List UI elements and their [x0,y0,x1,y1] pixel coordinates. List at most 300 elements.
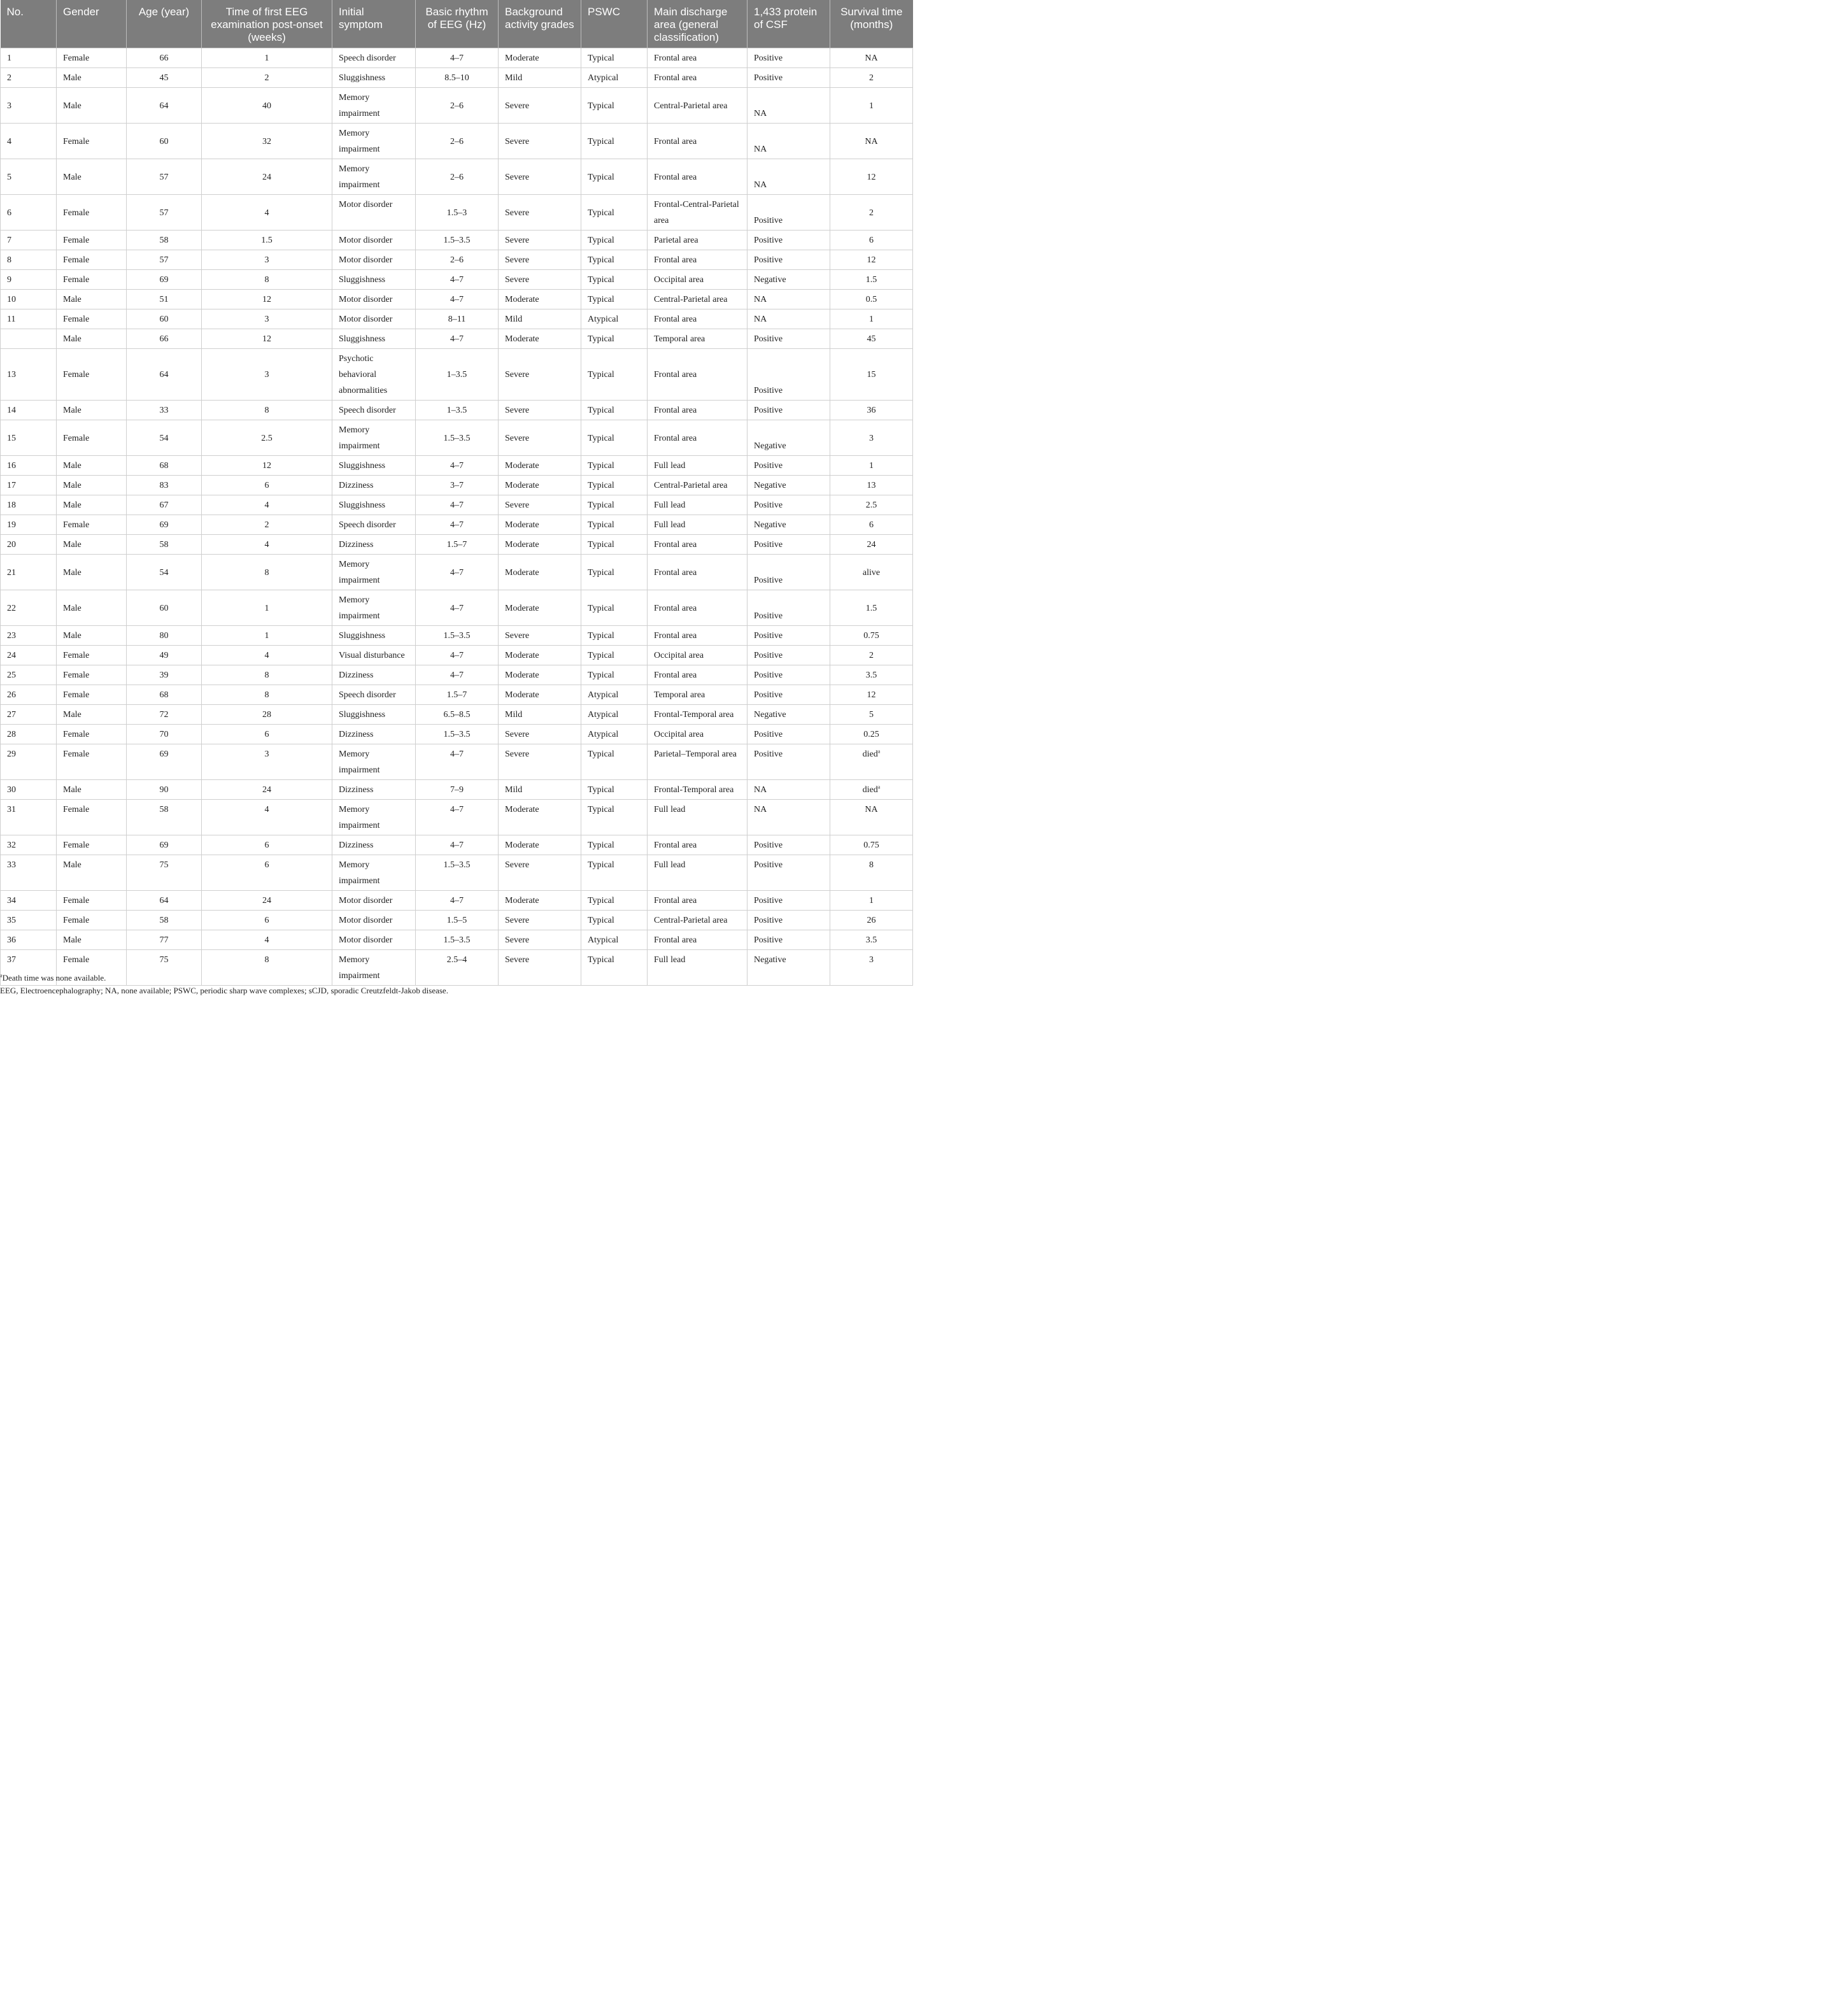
cell-basic-rhythm: 4–7 [416,646,499,665]
cell-eeg-time: 6 [202,911,332,930]
survival-value: 2.5 [865,500,877,510]
cell-pswc: Typical [581,349,648,401]
cell-gender: Male [57,329,127,349]
cell-no: 11 [1,309,57,329]
cell-initial-symptom: Motor disorder [332,250,416,270]
survival-value: 26 [867,916,876,925]
cell-gender: Female [57,725,127,744]
cell-background-grade: Moderate [499,48,581,68]
cell-discharge-area: Frontal area [648,930,747,950]
survival-value: 0.25 [863,730,879,739]
cell-initial-symptom: Memory impairment [332,855,416,891]
header-survival-time: Survival time (months) [830,0,913,48]
cell-initial-symptom: Motor disorder [332,195,416,231]
cell-discharge-area: Frontal area [648,309,747,329]
table-row [1,780,913,800]
cell-no: 10 [1,290,57,309]
cell-basic-rhythm: 1–3.5 [416,401,499,420]
cell-age: 72 [127,705,202,725]
cell-gender: Female [57,48,127,68]
cell-gender: Male [57,290,127,309]
cell-no: 20 [1,535,57,555]
cell-basic-rhythm: 1.5–3.5 [416,626,499,646]
cell-age: 70 [127,725,202,744]
survival-value: 1 [869,896,874,905]
table-row [1,744,913,780]
cell-discharge-area: Frontal area [648,665,747,685]
cell-pswc: Atypical [581,705,648,725]
cell-basic-rhythm: 4–7 [416,329,499,349]
cell-survival-time [830,270,913,290]
cell-gender: Male [57,159,127,195]
cell-age: 69 [127,835,202,855]
cell-initial-symptom: Psychotic behavioral abnormalities [332,349,416,401]
cell-background-grade: Severe [499,855,581,891]
cell-initial-symptom: Memory impairment [332,744,416,780]
cell-no: 32 [1,835,57,855]
survival-value: 3 [869,955,874,965]
cell-discharge-area: Full lead [648,456,747,476]
cell-discharge-area: Frontal-Temporal area [648,705,747,725]
cell-initial-symptom: Motor disorder [332,911,416,930]
cell-background-grade: Severe [499,911,581,930]
survival-value: 36 [867,406,876,415]
header-gender: Gender [57,0,127,48]
cell-survival-time [830,476,913,495]
cell-age: 45 [127,68,202,88]
cell-background-grade: Severe [499,495,581,515]
cell-background-grade: Moderate [499,555,581,590]
survival-footnote-marker: a [877,748,881,755]
table-row [1,68,913,88]
cell-survival-time [830,290,913,309]
cell-eeg-time: 1 [202,590,332,626]
cell-basic-rhythm: 7–9 [416,780,499,800]
cell-initial-symptom: Sluggishness [332,456,416,476]
cell-pswc: Typical [581,124,648,159]
cell-survival-time [830,555,913,590]
cell-initial-symptom: Speech disorder [332,48,416,68]
cell-csf-protein: Positive [747,744,830,780]
cell-eeg-time: 2 [202,68,332,88]
cell-survival-time [830,835,913,855]
cell-discharge-area: Occipital area [648,725,747,744]
table-row [1,124,913,159]
cell-no: 8 [1,250,57,270]
cell-csf-protein: Positive [747,911,830,930]
cell-csf-protein: Positive [747,349,830,401]
cell-gender: Female [57,835,127,855]
cell-age: 69 [127,515,202,535]
cell-pswc: Typical [581,195,648,231]
cell-initial-symptom: Memory impairment [332,800,416,835]
table-row [1,159,913,195]
cell-background-grade: Moderate [499,646,581,665]
cell-eeg-time: 28 [202,705,332,725]
cell-age: 68 [127,456,202,476]
cell-survival-time [830,88,913,124]
cell-basic-rhythm: 4–7 [416,590,499,626]
survival-value: 6 [869,236,874,245]
cell-eeg-time: 8 [202,401,332,420]
cell-no: 22 [1,590,57,626]
table-row [1,401,913,420]
survival-value: 5 [869,710,874,720]
cell-survival-time [830,349,913,401]
cell-discharge-area: Occipital area [648,646,747,665]
cell-csf-protein: Positive [747,835,830,855]
cell-age: 64 [127,88,202,124]
cell-age: 54 [127,555,202,590]
table-row [1,685,913,705]
cell-csf-protein: Positive [747,456,830,476]
cell-csf-protein: Positive [747,685,830,705]
cell-age: 60 [127,309,202,329]
cell-csf-protein: NA [747,290,830,309]
cell-background-grade: Severe [499,159,581,195]
cell-basic-rhythm: 1.5–3.5 [416,420,499,456]
cell-no: 1 [1,48,57,68]
cell-basic-rhythm: 4–7 [416,290,499,309]
footnote-abbreviations: EEG, Electroencephalography; NA, none available; PSWC, periodic sharp wave complexes; sCJD, sporadic Creutzfeldt-Jakob disease. [0,986,448,995]
cell-initial-symptom: Motor disorder [332,891,416,911]
cell-no: 4 [1,124,57,159]
cell-pswc: Typical [581,891,648,911]
table-row [1,590,913,626]
cell-age: 75 [127,855,202,891]
cell-basic-rhythm: 2.5–4 [416,950,499,986]
cell-initial-symptom: Memory impairment [332,555,416,590]
cell-eeg-time: 24 [202,891,332,911]
cell-basic-rhythm: 4–7 [416,891,499,911]
cell-csf-protein: Positive [747,250,830,270]
cell-no: 19 [1,515,57,535]
cell-background-grade: Severe [499,950,581,986]
cell-csf-protein: NA [747,88,830,124]
cell-eeg-time: 8 [202,685,332,705]
survival-value: 13 [867,481,876,490]
cell-basic-rhythm: 1.5–3.5 [416,930,499,950]
footnote-a-text: Death time was none available. [2,973,106,983]
cell-no: 35 [1,911,57,930]
cell-csf-protein: Positive [747,646,830,665]
cell-discharge-area: Temporal area [648,685,747,705]
cell-gender: Male [57,555,127,590]
cell-pswc: Typical [581,835,648,855]
cell-survival-time [830,401,913,420]
table-row [1,855,913,891]
cell-background-grade: Moderate [499,685,581,705]
cell-csf-protein: NA [747,800,830,835]
survival-value: 1 [869,461,874,471]
cell-age: 58 [127,535,202,555]
cell-gender: Female [57,950,127,986]
cell-csf-protein: Negative [747,705,830,725]
cell-pswc: Typical [581,555,648,590]
table-row [1,800,913,835]
survival-value: 1.5 [865,603,877,613]
survival-value: 15 [867,370,876,380]
cell-initial-symptom: Dizziness [332,780,416,800]
survival-value: 1.5 [865,275,877,285]
cell-gender: Male [57,68,127,88]
cell-initial-symptom: Visual disturbance [332,646,416,665]
cell-background-grade: Moderate [499,476,581,495]
cell-initial-symptom: Dizziness [332,835,416,855]
cell-basic-rhythm: 2–6 [416,159,499,195]
cell-pswc: Typical [581,329,648,349]
survival-value: 0.5 [865,295,877,304]
cell-pswc: Typical [581,401,648,420]
cell-age: 60 [127,124,202,159]
cell-discharge-area: Frontal area [648,590,747,626]
cell-discharge-area: Central-Parietal area [648,911,747,930]
cell-survival-time [830,329,913,349]
cell-basic-rhythm: 8.5–10 [416,68,499,88]
table-row [1,535,913,555]
cell-discharge-area: Full lead [648,800,747,835]
cell-background-grade: Severe [499,930,581,950]
cell-discharge-area: Occipital area [648,270,747,290]
table-row [1,349,913,401]
cell-basic-rhythm: 4–7 [416,48,499,68]
survival-value: 0.75 [863,631,879,641]
cell-age: 67 [127,495,202,515]
cell-age: 83 [127,476,202,495]
survival-value: 12 [867,690,876,700]
header-age: Age (year) [127,0,202,48]
table-row [1,725,913,744]
table-row [1,495,913,515]
cell-discharge-area: Central-Parietal area [648,290,747,309]
cell-survival-time [830,685,913,705]
cell-discharge-area: Frontal area [648,420,747,456]
cell-basic-rhythm: 1.5–7 [416,685,499,705]
cell-csf-protein: Negative [747,476,830,495]
cell-background-grade: Moderate [499,835,581,855]
cell-pswc: Atypical [581,309,648,329]
cell-csf-protein: Positive [747,891,830,911]
cell-background-grade: Moderate [499,590,581,626]
cell-survival-time [830,725,913,744]
cell-background-grade: Moderate [499,290,581,309]
cell-no: 31 [1,800,57,835]
header-no: No. [1,0,57,48]
cell-initial-symptom: Sluggishness [332,705,416,725]
cell-pswc: Typical [581,646,648,665]
survival-value: NA [865,53,878,63]
cell-survival-time [830,535,913,555]
cell-pswc: Typical [581,250,648,270]
cell-gender: Male [57,780,127,800]
cell-survival-time [830,911,913,930]
cell-gender: Female [57,646,127,665]
cell-age: 58 [127,800,202,835]
cell-discharge-area: Temporal area [648,329,747,349]
cell-background-grade: Severe [499,88,581,124]
cell-initial-symptom: Memory impairment [332,159,416,195]
cell-basic-rhythm: 1.5–3 [416,195,499,231]
cell-gender: Female [57,744,127,780]
cell-discharge-area: Frontal area [648,159,747,195]
survival-value: 2 [869,73,874,83]
cell-gender: Male [57,930,127,950]
survival-value: 3 [869,433,874,443]
cell-discharge-area: Parietal area [648,231,747,250]
cell-discharge-area: Frontal area [648,835,747,855]
table-row [1,835,913,855]
cell-pswc: Typical [581,495,648,515]
cell-survival-time [830,930,913,950]
cell-background-grade: Mild [499,705,581,725]
cell-pswc: Atypical [581,68,648,88]
cell-initial-symptom: Memory impairment [332,950,416,986]
cell-gender: Female [57,349,127,401]
cell-initial-symptom: Motor disorder [332,231,416,250]
cell-basic-rhythm: 4–7 [416,555,499,590]
cell-survival-time [830,744,913,780]
table-row [1,456,913,476]
cell-eeg-time: 6 [202,855,332,891]
cell-discharge-area: Frontal area [648,349,747,401]
cell-no: 9 [1,270,57,290]
table-row [1,48,913,68]
survival-value: 1 [869,315,874,324]
cell-background-grade: Severe [499,626,581,646]
cell-csf-protein: Negative [747,950,830,986]
table-row [1,911,913,930]
cell-csf-protein: Negative [747,515,830,535]
cell-age: 68 [127,685,202,705]
table-row [1,231,913,250]
cell-gender: Female [57,124,127,159]
cell-initial-symptom: Memory impairment [332,124,416,159]
cell-gender: Male [57,705,127,725]
table-row [1,290,913,309]
cell-age: 58 [127,911,202,930]
cell-survival-time [830,665,913,685]
cell-age: 64 [127,891,202,911]
cell-gender: Male [57,626,127,646]
header-discharge-area: Main discharge area (general classification) [648,0,747,48]
survival-value: 8 [869,860,874,870]
cell-basic-rhythm: 3–7 [416,476,499,495]
cell-background-grade: Severe [499,349,581,401]
cell-eeg-time: 8 [202,665,332,685]
cell-eeg-time: 3 [202,744,332,780]
cell-survival-time [830,891,913,911]
cell-discharge-area: Frontal-Temporal area [648,780,747,800]
cell-initial-symptom: Dizziness [332,665,416,685]
cell-initial-symptom: Sluggishness [332,270,416,290]
cell-discharge-area: Frontal area [648,555,747,590]
cell-pswc: Atypical [581,685,648,705]
cell-no: 37 [1,950,57,986]
header-background-grade: Background activity grades [499,0,581,48]
cell-no: 6 [1,195,57,231]
cell-background-grade: Severe [499,725,581,744]
cell-eeg-time: 4 [202,195,332,231]
survival-value: died [862,749,878,759]
cell-no: 27 [1,705,57,725]
cell-initial-symptom: Sluggishness [332,626,416,646]
survival-footnote-marker: a [877,784,881,790]
cell-background-grade: Moderate [499,891,581,911]
table-row [1,891,913,911]
cell-age: 57 [127,195,202,231]
cell-initial-symptom: Dizziness [332,476,416,495]
cell-initial-symptom: Dizziness [332,725,416,744]
cell-no [1,329,57,349]
cell-csf-protein: Positive [747,626,830,646]
cell-discharge-area: Frontal area [648,48,747,68]
cell-eeg-time: 24 [202,159,332,195]
survival-value: 12 [867,172,876,182]
cell-gender: Male [57,855,127,891]
cell-pswc: Typical [581,780,648,800]
cell-no: 28 [1,725,57,744]
cell-discharge-area: Frontal area [648,535,747,555]
cell-gender: Female [57,270,127,290]
cell-eeg-time: 3 [202,349,332,401]
survival-value: 45 [867,334,876,344]
cell-eeg-time: 3 [202,309,332,329]
cell-discharge-area: Full lead [648,950,747,986]
cell-eeg-time: 6 [202,835,332,855]
header-row [1,0,913,48]
survival-value: 2 [869,651,874,660]
cell-basic-rhythm: 4–7 [416,665,499,685]
cell-initial-symptom: Sluggishness [332,495,416,515]
cell-discharge-area: Frontal area [648,68,747,88]
cell-csf-protein: Negative [747,270,830,290]
table-footnotes [0,972,912,997]
cell-gender: Female [57,231,127,250]
cell-background-grade: Moderate [499,515,581,535]
cell-age: 49 [127,646,202,665]
cell-discharge-area: Full lead [648,495,747,515]
header-eeg-time: Time of first EEG examination post-onset (weeks) [202,0,332,48]
cell-pswc: Typical [581,290,648,309]
cell-age: 51 [127,290,202,309]
cell-pswc: Typical [581,626,648,646]
cell-no: 13 [1,349,57,401]
cell-background-grade: Moderate [499,800,581,835]
footnote-a [0,972,912,984]
cell-csf-protein: Positive [747,535,830,555]
cell-survival-time [830,456,913,476]
cell-csf-protein: NA [747,780,830,800]
cell-csf-protein: NA [747,124,830,159]
cell-age: 57 [127,250,202,270]
cell-eeg-time: 4 [202,930,332,950]
cell-gender: Female [57,911,127,930]
cell-gender: Female [57,195,127,231]
header-csf-protein: 1,433 protein of CSF [747,0,830,48]
survival-value: 0.75 [863,841,879,850]
table-row [1,626,913,646]
cell-background-grade: Moderate [499,329,581,349]
header-initial-symptom: Initial symptom [332,0,416,48]
cell-no: 36 [1,930,57,950]
table-row [1,665,913,685]
table-body [1,48,913,986]
cell-age: 69 [127,744,202,780]
cell-basic-rhythm: 1.5–3.5 [416,855,499,891]
cell-discharge-area: Central-Parietal area [648,476,747,495]
cell-age: 66 [127,48,202,68]
cell-background-grade: Severe [499,124,581,159]
